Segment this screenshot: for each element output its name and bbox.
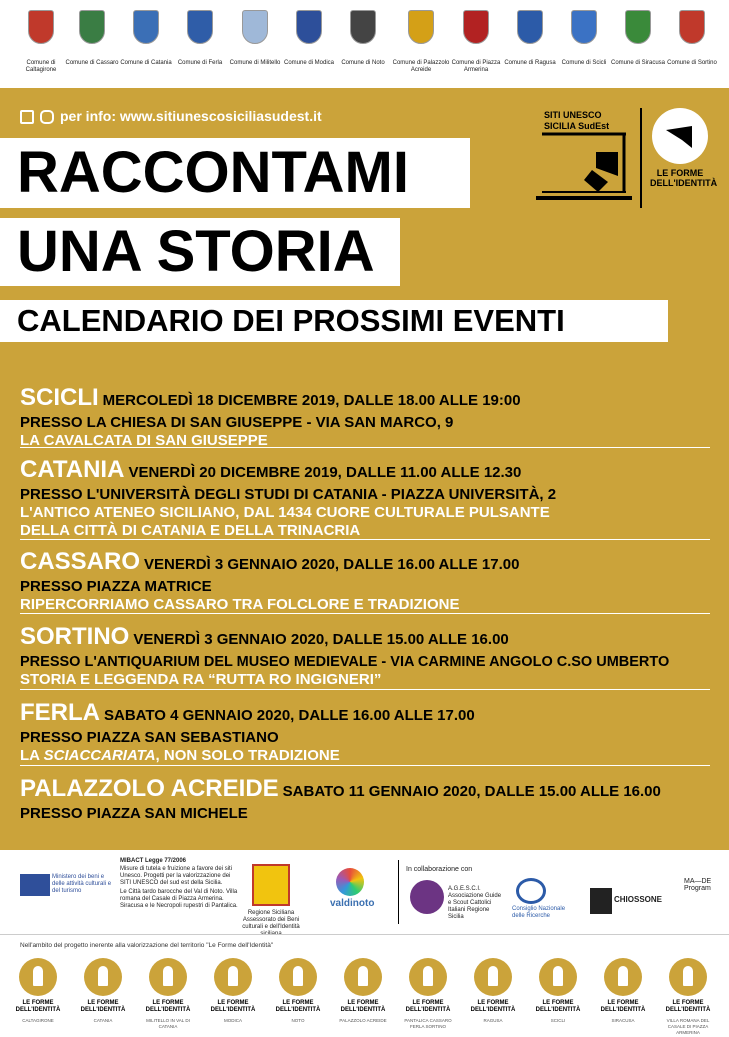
forma-ragusa (467, 958, 519, 1024)
forma-palazzolo (337, 958, 389, 1024)
project-note: Nell'ambito del progetto inerente alla valorizzazione del territorio "Le Forme dell'Identità" (20, 942, 274, 949)
event-cassaro (20, 549, 710, 614)
crest-icon (679, 10, 705, 44)
crest-icon (79, 10, 105, 44)
forma-city: MILITELLO IN VAL DI CATANIA (146, 1018, 190, 1029)
event-place: PRESSO LA CHIESA DI SAN GIUSEPPE - VIA SAN MARCO, 9 (20, 414, 454, 431)
event-city: FERLA (20, 699, 100, 726)
forma-city: PALAZZOLO ACREIDE (339, 1018, 387, 1023)
footer-separator (0, 934, 729, 935)
event-ferla (20, 700, 710, 766)
comune-label: Comune di Catania (120, 60, 172, 66)
forma-city: RAGUSA (483, 1018, 503, 1023)
event-place: PRESSO PIAZZA SAN MICHELE (20, 805, 248, 822)
crest-icon (625, 10, 651, 44)
comune-sortino (663, 10, 721, 67)
event-date: VENERDÌ 3 GENNAIO 2020, DALLE 16.00 ALLE 17.00 (144, 556, 520, 573)
event-city: CATANIA (20, 456, 125, 483)
comune-militello (226, 10, 284, 67)
forma-city: SCICLI (550, 1018, 566, 1023)
comuni-header (0, 0, 729, 88)
event-catania (20, 457, 710, 540)
forma-label: LE FORME DELL'IDENTITÀ (600, 1000, 646, 1013)
event-desc: L'ANTICO ATENEO SICILIANO, DAL 1434 CUORE CULTURALE PULSANTE (20, 504, 550, 521)
comune-label: Comune di Noto (341, 60, 385, 66)
comune-label: Comune di Sortino (667, 60, 717, 66)
forma-label: LE FORME DELL'IDENTITÀ (340, 1000, 386, 1013)
unesco-logo-text: SITI UNESCO SICILIA SudEst (544, 110, 610, 131)
made-label: MA—DE Program (684, 878, 712, 892)
crest-icon (242, 10, 268, 44)
comune-siracusa (609, 10, 667, 67)
comune-scicli (555, 10, 613, 67)
crest-icon (187, 10, 213, 44)
info-link[interactable]: per info: www.sitiunescosiciliasudest.it (60, 108, 322, 124)
crest-icon (350, 10, 376, 44)
unesco-logo (536, 108, 632, 204)
event-desc: RIPERCORRIAMO CASSARO TRA FOLCLORE E TRADIZIONE (20, 596, 460, 613)
forma-icon (539, 958, 577, 996)
crest-icon (463, 10, 489, 44)
comune-label: Comune di Scicli (561, 60, 607, 66)
comune-label: Comune di Ragusa (504, 60, 556, 66)
comune-noto (334, 10, 392, 67)
valdinoto-label: valdinoto (330, 898, 375, 909)
event-date: VENERDÌ 3 GENNAIO 2020, DALLE 15.00 ALLE 16.00 (133, 631, 509, 648)
chiossone-label: CHIOSSONE (614, 895, 663, 904)
mibact-sites: Le Città tardo barocche del Val di Noto. Villa romana del Casale di Piazza Armerina. Siracusa e le Necropoli rupestri di Pantalica. (120, 889, 238, 909)
info-line (20, 108, 322, 124)
forma-noto (272, 958, 324, 1024)
unesco-logo-base (536, 196, 632, 200)
forma-city: SIRACUSA (611, 1018, 635, 1023)
forma-piazza-armerina (662, 958, 714, 1036)
comune-cassaro (63, 10, 121, 67)
agesci-logo-icon (410, 880, 444, 914)
forma-icon (604, 958, 642, 996)
crest-icon (133, 10, 159, 44)
forma-caltagirone (12, 958, 64, 1024)
collab-label: In collaborazione con (406, 866, 473, 873)
comune-label: Comune di Ferla (177, 60, 223, 66)
crest-icon (296, 10, 322, 44)
forma-pantalica (402, 958, 454, 1030)
title-line1: RACCONTAMI (0, 138, 470, 208)
cnr-logo-icon (516, 878, 546, 904)
event-place: PRESSO L'UNIVERSITÀ DEGLI STUDI DI CATANIA - PIAZZA UNIVERSITÀ, 2 (20, 486, 557, 503)
forma-icon (149, 958, 187, 996)
event-desc: STORIA E LEGGENDA RA “RUTTA RO INGIGNERI” (20, 671, 382, 688)
forma-icon (669, 958, 707, 996)
mibact-text: Misure di tutela e fruizione a favore dei siti Unesco. Progetti per la valorizzazione dei SITI UNESCO del sud est della Sicilia. (120, 866, 233, 886)
forma-label: LE FORME DELL'IDENTITÀ (80, 1000, 126, 1013)
comune-label: Comune di Modica (283, 60, 335, 66)
forma-modica (207, 958, 259, 1024)
event-date: SABATO 11 GENNAIO 2020, DALLE 15.00 ALLE 16.00 (282, 783, 661, 800)
event-city: CASSARO (20, 548, 141, 575)
cnr-label: Consiglio Nazionale delle Ricerche (512, 906, 566, 919)
forma-city: MODICA (224, 1018, 242, 1023)
event-desc-2: DELLA CITTÀ DI CATANIA E DELLA TRINACRIA (20, 522, 361, 539)
forma-label: LE FORME DELL'IDENTITÀ (535, 1000, 581, 1013)
forma-city: CATANIA (93, 1018, 113, 1023)
comune-modica (280, 10, 338, 67)
comune-label: Comune di Siracusa (610, 60, 666, 66)
comune-label: Comune di Piazza Armerina (451, 60, 501, 73)
forma-label: LE FORME DELL'IDENTITÀ (15, 1000, 61, 1013)
event-city: SCICLI (20, 384, 99, 411)
event-scicli (20, 385, 710, 448)
comune-piazza-armerina (447, 10, 505, 74)
forme-logo-text: LE FORME DELL'IDENTITÀ (650, 168, 718, 188)
mibact-logo-icon (20, 874, 50, 896)
forma-label: LE FORME DELL'IDENTITÀ (405, 1000, 451, 1013)
forme-logo (640, 108, 718, 208)
event-place: PRESSO PIAZZA MATRICE (20, 578, 212, 595)
forma-city: CALTAGIRONE (22, 1018, 54, 1023)
regione-label: Regione Siciliana Assessorato dei Beni culturali e dell'Identità (242, 910, 300, 930)
forma-label: LE FORME DELL'IDENTITÀ (145, 1000, 191, 1013)
forma-label: LE FORME DELL'IDENTITÀ (210, 1000, 256, 1013)
forma-label: LE FORME DELL'IDENTITÀ (275, 1000, 321, 1013)
forma-icon (279, 958, 317, 996)
facebook-icon[interactable] (20, 110, 34, 124)
event-desc: LA SCIACCARIATA, NON SOLO TRADIZIONE (20, 747, 340, 764)
forma-icon (84, 958, 122, 996)
forma-icon (19, 958, 57, 996)
forma-icon (214, 958, 252, 996)
event-palazzolo (20, 776, 710, 822)
comune-palazzolo (392, 10, 450, 74)
title-line2: UNA STORIA (0, 218, 400, 286)
forme-logo-circle (652, 108, 708, 164)
crest-icon (517, 10, 543, 44)
ministero-label: Ministero dei beni e delle attività culturali e del turismo (52, 874, 112, 894)
comune-label: Comune di Palazzolo Acreide (392, 60, 450, 73)
event-desc: LA CAVALCATA DI SAN GIUSEPPE (20, 432, 268, 449)
comune-catania (117, 10, 175, 67)
forma-label: LE FORME DELL'IDENTITÀ (470, 1000, 516, 1013)
footer-divider (398, 860, 399, 924)
event-date: VENERDÌ 20 DICEMBRE 2019, DALLE 11.00 ALLE 12.30 (128, 464, 522, 481)
forma-militello (142, 958, 194, 1030)
crest-icon (408, 10, 434, 44)
forma-label: LE FORME DELL'IDENTITÀ (665, 1000, 711, 1013)
event-place: PRESSO L'ANTIQUARIUM DEL MUSEO MEDIEVALE - VIA CARMINE ANGOLO C.SO UMBERTO (20, 654, 670, 670)
forma-siracusa (597, 958, 649, 1024)
forma-city: PANTALICA CASSARO FERLA SORTINO (404, 1018, 452, 1029)
crest-icon (28, 10, 54, 44)
agesci-label: A.G.E.S.C.I. Associazione Guide e Scout Cattolici Italiani Regione Sicilia (448, 886, 502, 920)
comune-label: Comune di Cassaro (65, 60, 119, 66)
forme-mark-icon (652, 108, 708, 164)
forma-catania (77, 958, 129, 1024)
event-city: SORTINO (20, 623, 130, 650)
instagram-icon[interactable] (40, 110, 54, 124)
forma-icon (344, 958, 382, 996)
comune-caltagirone (12, 10, 70, 74)
event-city: PALAZZOLO ACREIDE (20, 775, 279, 802)
comune-label: Comune di Caltagirone (25, 60, 57, 73)
mibact-title: MIBACT Legge 77/2006 (120, 858, 187, 864)
valdinoto-star-icon (336, 868, 364, 896)
subtitle: CALENDARIO DEI PROSSIMI EVENTI (0, 300, 668, 342)
forma-city: NOTO (291, 1018, 305, 1023)
forma-scicli (532, 958, 584, 1024)
forma-icon (474, 958, 512, 996)
footer (0, 850, 729, 1037)
comune-label: Comune di Militello (229, 60, 281, 66)
forma-city: VILLA ROMANA DEL CASALE DI PIAZZA ARMERINA (666, 1018, 710, 1035)
chiossone-logo-icon (590, 888, 612, 914)
event-sortino (20, 624, 710, 690)
main-panel (0, 88, 729, 850)
comune-ragusa (501, 10, 559, 67)
event-date: MERCOLEDÌ 18 DICEMBRE 2019, DALLE 18.00 ALLE 19:00 (102, 392, 521, 409)
event-date: SABATO 4 GENNAIO 2020, DALLE 16.00 ALLE 17.00 (104, 707, 475, 724)
crest-icon (571, 10, 597, 44)
regione-sicilia-crest-icon (252, 864, 290, 906)
forma-icon (409, 958, 447, 996)
event-place: PRESSO PIAZZA SAN SEBASTIANO (20, 729, 279, 746)
unesco-mark-icon (536, 108, 632, 204)
comune-ferla (171, 10, 229, 67)
